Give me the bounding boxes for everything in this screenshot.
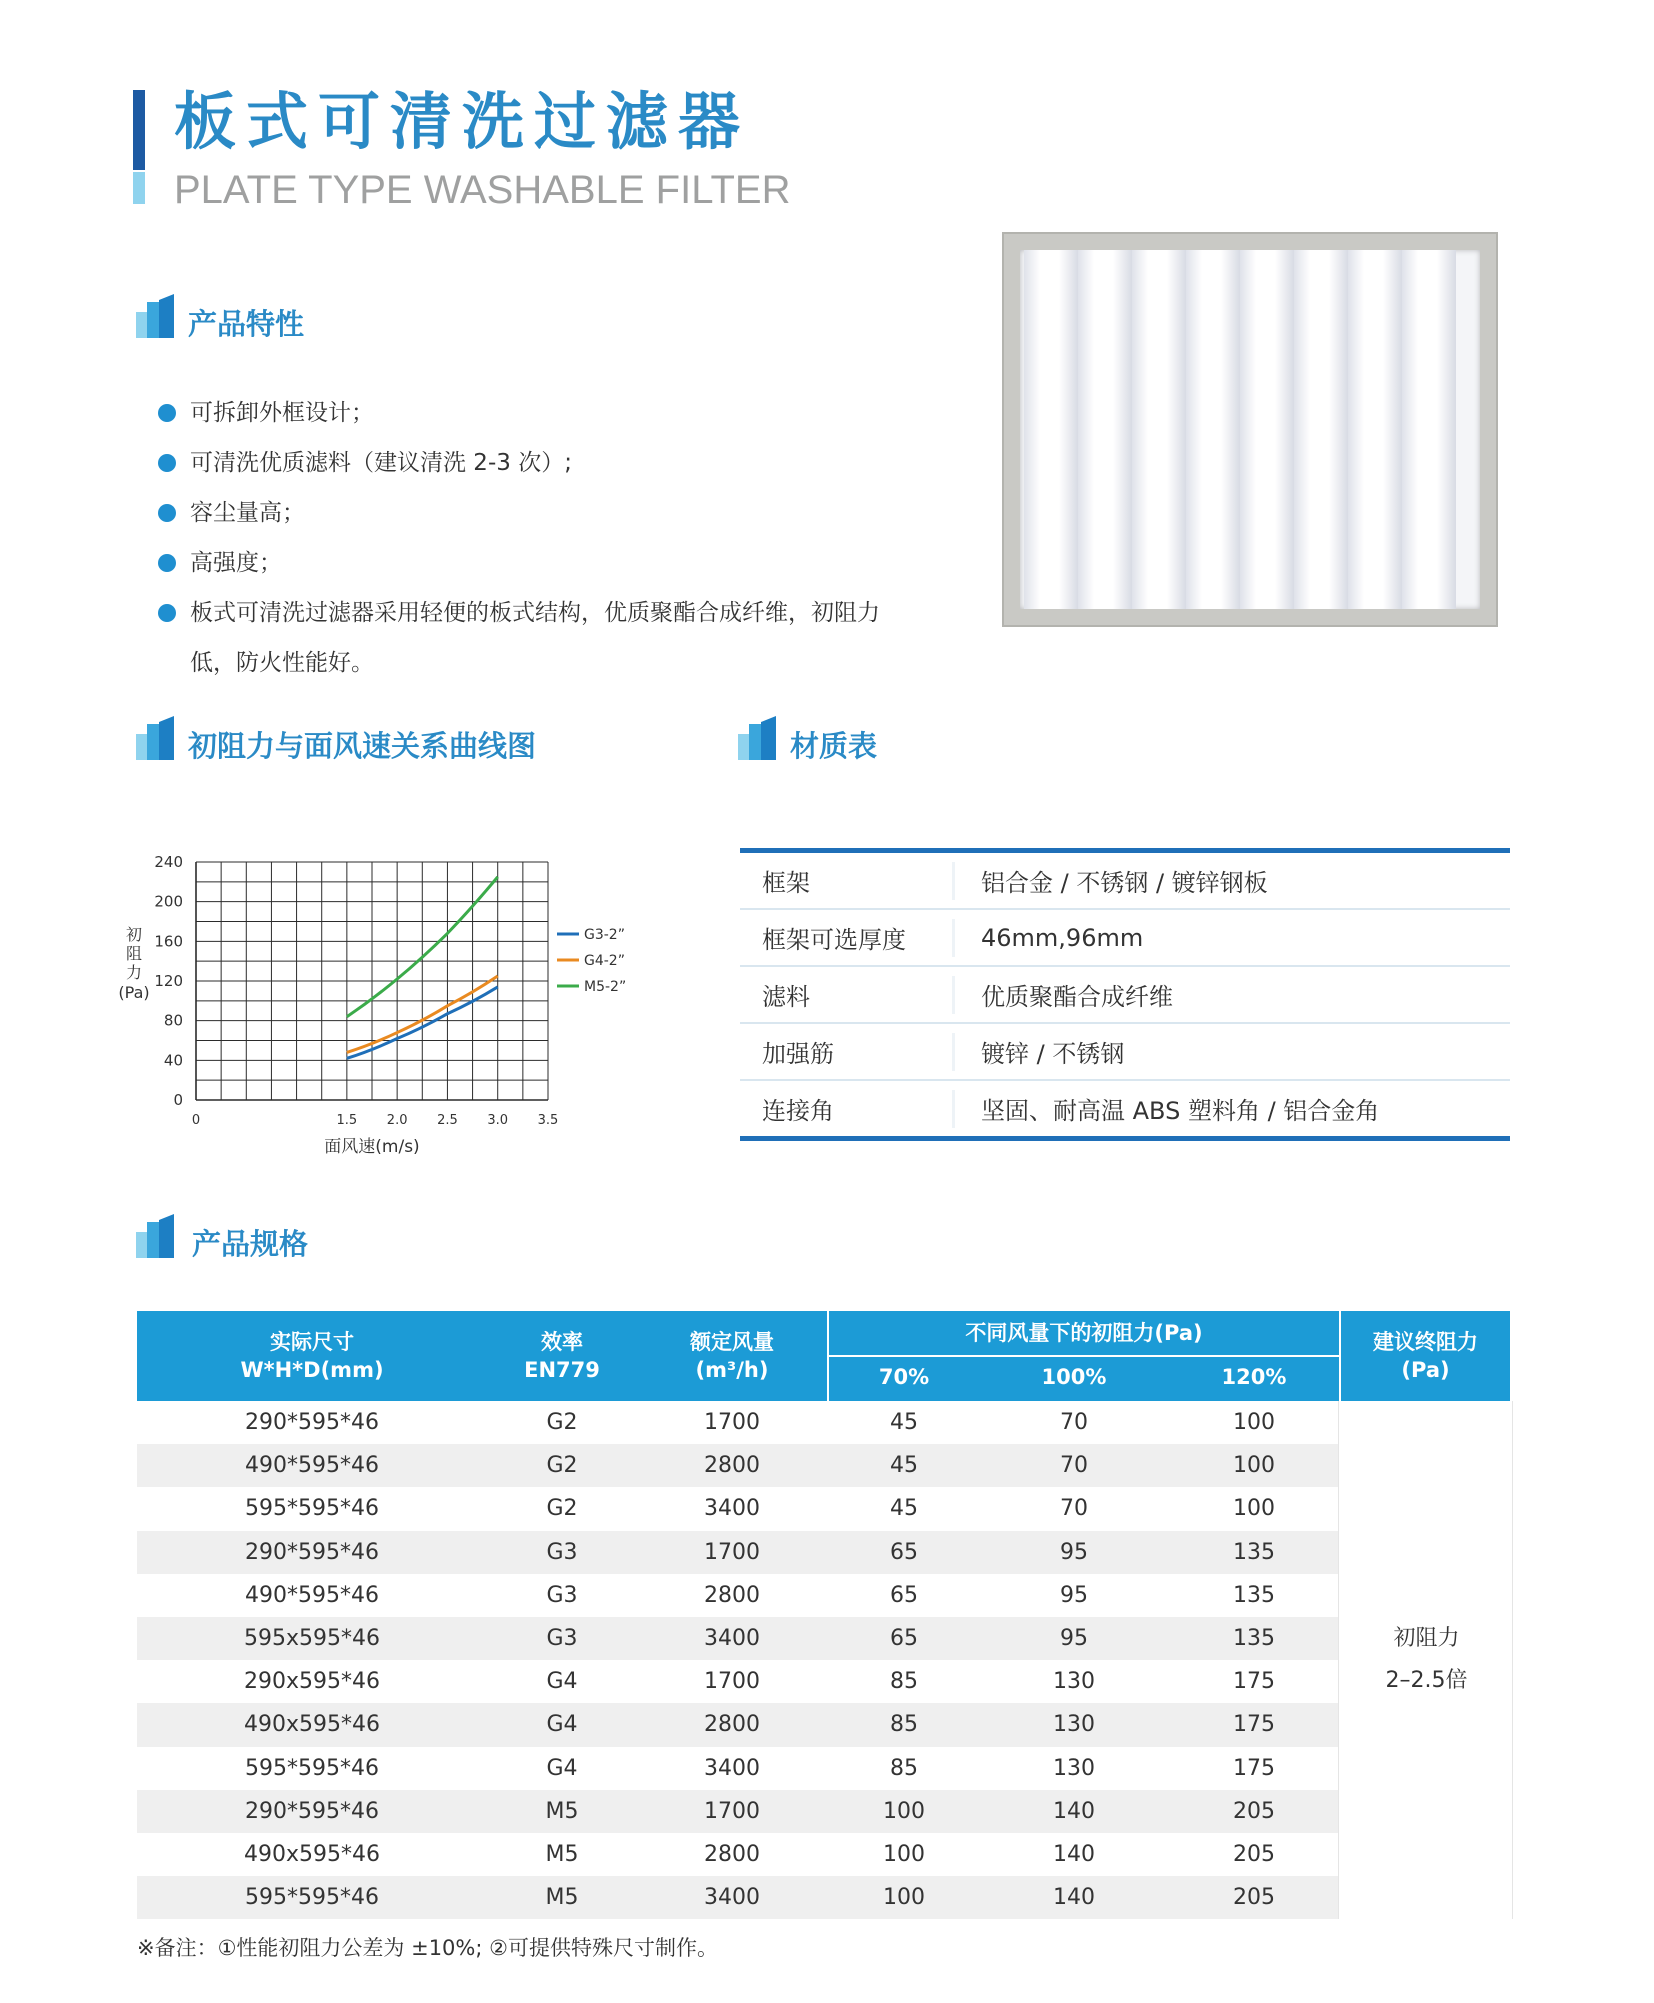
cell-efficiency: G4 xyxy=(546,1669,578,1695)
material-value: 铝合金 / 不锈钢 / 镀锌钢板 xyxy=(981,869,1268,897)
page-title: 板式可清洗过滤器 xyxy=(174,85,751,158)
chart-ylabel-char: 初 xyxy=(125,925,143,944)
table-row xyxy=(137,1531,1339,1574)
chart-ylabel-unit: (Pa) xyxy=(118,983,150,1002)
cell-efficiency: G3 xyxy=(546,1582,578,1608)
cell-r70: 85 xyxy=(890,1755,918,1781)
header-airflow: 额定风量 (m³/h) xyxy=(690,1330,774,1382)
section-bars-icon xyxy=(136,1214,174,1258)
material-key: 框架可选厚度 xyxy=(762,926,906,954)
cell-airflow: 2800 xyxy=(704,1582,760,1608)
cell-efficiency: G2 xyxy=(546,1496,578,1522)
material-value: 坚固、耐高温 ABS 塑料角 / 铝合金角 xyxy=(981,1097,1380,1125)
bullet-dot-icon xyxy=(158,454,176,472)
page-subtitle: PLATE TYPE WASHABLE FILTER xyxy=(174,168,791,212)
feature-item: 容尘量高； xyxy=(158,488,958,538)
cell-size: 490*595*46 xyxy=(245,1582,379,1608)
cell-r100: 70 xyxy=(1060,1496,1088,1522)
cell-size: 290*595*46 xyxy=(245,1410,379,1435)
title-accent-bar xyxy=(133,90,145,170)
y-tick-label: 160 xyxy=(154,932,183,951)
table-row xyxy=(137,1401,1339,1444)
section-title-material: 材质表 xyxy=(790,729,878,763)
table-row xyxy=(137,1444,1339,1487)
cell-size: 490x595*46 xyxy=(244,1712,380,1738)
table-row xyxy=(137,1487,1339,1530)
spec-table-header xyxy=(137,1311,1510,1401)
bullet-dot-icon xyxy=(158,554,176,572)
legend-label: G3-2” xyxy=(584,927,625,943)
material-table xyxy=(740,848,1510,1141)
cell-r120: 175 xyxy=(1233,1669,1275,1695)
cell-airflow: 2800 xyxy=(704,1712,760,1738)
cell-r120: 100 xyxy=(1233,1410,1275,1435)
cell-efficiency: G2 xyxy=(546,1410,578,1435)
cell-size: 290*595*46 xyxy=(245,1798,379,1824)
y-tick-label: 120 xyxy=(154,972,183,990)
cell-airflow: 3400 xyxy=(704,1755,760,1781)
cell-size: 290x595*46 xyxy=(244,1669,380,1695)
chart-x-ticks xyxy=(192,1113,558,1128)
cell-airflow: 1700 xyxy=(704,1410,760,1435)
cell-r70: 45 xyxy=(890,1496,918,1522)
material-value: 镀锌 / 不锈钢 xyxy=(981,1040,1125,1068)
cell-size: 490*595*46 xyxy=(245,1453,379,1479)
cell-efficiency: M5 xyxy=(545,1841,579,1867)
x-tick-label: 1.5 xyxy=(336,1113,358,1128)
y-tick-label: 240 xyxy=(154,853,183,871)
cell-r100: 130 xyxy=(1053,1755,1095,1781)
table-row xyxy=(137,1574,1339,1617)
header-size: 实际尺寸 W*H*D(mm) xyxy=(240,1330,384,1382)
feature-item: 高强度； xyxy=(158,538,958,588)
cell-airflow: 3400 xyxy=(704,1625,760,1651)
bullet-dot-icon xyxy=(158,604,176,622)
title-accent-bar-light xyxy=(133,172,145,204)
header-70: 70% xyxy=(878,1365,930,1389)
cell-r120: 175 xyxy=(1233,1755,1275,1781)
x-tick-label: 2.0 xyxy=(386,1113,408,1128)
legend-label: G4-2” xyxy=(584,953,625,969)
section-bars-icon xyxy=(738,716,776,760)
cell-r70: 100 xyxy=(883,1885,925,1911)
cell-r70: 45 xyxy=(890,1453,918,1479)
bullet-dot-icon xyxy=(158,404,176,422)
cell-r120: 175 xyxy=(1233,1712,1275,1738)
filter-media xyxy=(1020,250,1480,609)
header-resistance-group: 不同风量下的初阻力(Pa) xyxy=(965,1321,1203,1345)
cell-r70: 45 xyxy=(890,1410,918,1435)
cell-r100: 70 xyxy=(1060,1410,1088,1435)
bullet-dot-icon xyxy=(158,504,176,522)
section-bars-icon xyxy=(136,716,174,760)
cell-size: 595*595*46 xyxy=(245,1496,379,1522)
cell-r100: 130 xyxy=(1053,1712,1095,1738)
cell-r120: 205 xyxy=(1233,1885,1275,1911)
table-row xyxy=(740,1024,1510,1081)
cell-r70: 65 xyxy=(890,1539,918,1565)
table-row xyxy=(137,1833,1339,1876)
table-row xyxy=(137,1660,1339,1703)
cell-size: 290*595*46 xyxy=(245,1539,379,1565)
y-tick-label: 80 xyxy=(163,1011,183,1030)
cell-r70: 85 xyxy=(890,1669,918,1695)
chart-ylabel-char: 阻 xyxy=(125,944,143,963)
cell-efficiency: G3 xyxy=(546,1625,578,1651)
cell-size: 595*595*46 xyxy=(245,1885,379,1911)
cell-efficiency: G4 xyxy=(546,1712,578,1738)
y-tick-label: 40 xyxy=(163,1051,183,1070)
material-key: 加强筋 xyxy=(762,1040,834,1068)
table-row xyxy=(137,1747,1339,1790)
legend-label: M5-2” xyxy=(584,979,627,995)
cell-r100: 95 xyxy=(1060,1539,1088,1565)
cell-r70: 100 xyxy=(883,1798,925,1824)
cell-r100: 95 xyxy=(1060,1582,1088,1608)
cell-airflow: 2800 xyxy=(704,1453,760,1479)
cell-airflow: 1700 xyxy=(704,1669,760,1695)
table-row xyxy=(137,1876,1339,1919)
feature-item: 板式可清洗过滤器采用轻便的板式结构，优质聚酯合成纤维，初阻力 xyxy=(158,588,958,638)
chart-ylabel-char: 力 xyxy=(125,963,143,982)
material-value: 46mm,96mm xyxy=(981,923,1144,952)
chart-y-ticks xyxy=(154,853,183,1109)
cell-r120: 205 xyxy=(1233,1798,1275,1824)
feature-list xyxy=(158,388,958,688)
cell-size: 595*595*46 xyxy=(245,1755,379,1781)
y-tick-label: 200 xyxy=(154,892,183,911)
header-final-resistance: 建议终阻力 (Pa) xyxy=(1373,1330,1478,1382)
chart-legend xyxy=(557,927,626,995)
cell-r100: 95 xyxy=(1060,1625,1088,1651)
header-120: 120% xyxy=(1221,1365,1287,1389)
y-tick-label: 0 xyxy=(173,1091,183,1109)
feature-item: 可拆卸外框设计； xyxy=(158,388,958,438)
cell-efficiency: G2 xyxy=(546,1453,578,1479)
cell-r100: 130 xyxy=(1053,1669,1095,1695)
resistance-velocity-chart xyxy=(108,840,668,1170)
footnote: ※备注：①性能初阻力公差为 ±10%; ②可提供特殊尺寸制作。 xyxy=(137,1936,718,1960)
cell-r120: 135 xyxy=(1233,1582,1275,1608)
feature-item: 可清洗优质滤料（建议清洗 2-3 次）; xyxy=(158,438,958,488)
x-tick-label: 0 xyxy=(191,1113,201,1128)
cell-r100: 140 xyxy=(1053,1798,1095,1824)
cell-r70: 65 xyxy=(890,1625,918,1651)
section-title-features: 产品特性 xyxy=(188,307,305,341)
chart-xlabel: 面风速(m/s) xyxy=(324,1137,420,1157)
final-resistance-cell: 初阻力 2–2.5倍 xyxy=(1339,1401,1512,1919)
cell-airflow: 3400 xyxy=(704,1885,760,1911)
cell-efficiency: G4 xyxy=(546,1755,578,1781)
cell-efficiency: M5 xyxy=(545,1798,579,1824)
section-title-specs: 产品规格 xyxy=(192,1227,309,1261)
x-tick-label: 3.5 xyxy=(537,1113,559,1128)
cell-r100: 140 xyxy=(1053,1885,1095,1911)
spec-table-body xyxy=(137,1401,1510,1919)
cell-r120: 100 xyxy=(1233,1453,1275,1479)
cell-size: 490x595*46 xyxy=(244,1841,380,1867)
feature-item-continuation: 低，防火性能好。 xyxy=(190,650,374,676)
cell-airflow: 3400 xyxy=(704,1496,760,1522)
cell-efficiency: G3 xyxy=(546,1539,578,1565)
cell-r70: 100 xyxy=(883,1841,925,1867)
x-tick-label: 2.5 xyxy=(437,1113,458,1128)
chart-grid xyxy=(196,862,548,1100)
section-title-curve: 初阻力与面风速关系曲线图 xyxy=(188,729,537,763)
header-efficiency: 效率 EN779 xyxy=(524,1330,600,1382)
table-row xyxy=(740,967,1510,1024)
cell-r120: 205 xyxy=(1233,1841,1275,1867)
material-key: 滤料 xyxy=(762,983,810,1011)
cell-r100: 70 xyxy=(1060,1453,1088,1479)
material-value: 优质聚酯合成纤维 xyxy=(981,983,1173,1011)
cell-r70: 65 xyxy=(890,1582,918,1608)
table-row xyxy=(740,1081,1510,1141)
header-100: 100% xyxy=(1041,1365,1107,1389)
table-row xyxy=(137,1790,1339,1833)
table-row xyxy=(137,1617,1339,1660)
section-bars-icon xyxy=(136,294,174,338)
cell-efficiency: M5 xyxy=(545,1885,579,1911)
cell-r120: 100 xyxy=(1233,1496,1275,1522)
cell-r70: 85 xyxy=(890,1712,918,1738)
material-key: 框架 xyxy=(762,869,810,897)
cell-r120: 135 xyxy=(1233,1539,1275,1565)
cell-r120: 135 xyxy=(1233,1625,1275,1651)
spec-table xyxy=(137,1311,1510,1919)
table-row xyxy=(740,853,1510,910)
cell-size: 595x595*46 xyxy=(244,1625,380,1651)
cell-airflow: 1700 xyxy=(704,1798,760,1824)
cell-airflow: 2800 xyxy=(704,1841,760,1867)
cell-airflow: 1700 xyxy=(704,1539,760,1565)
cell-r100: 140 xyxy=(1053,1841,1095,1867)
x-tick-label: 3.0 xyxy=(487,1113,509,1128)
material-key: 连接角 xyxy=(762,1097,834,1125)
table-row xyxy=(740,910,1510,967)
table-row xyxy=(137,1703,1339,1746)
product-photo xyxy=(1002,232,1498,627)
